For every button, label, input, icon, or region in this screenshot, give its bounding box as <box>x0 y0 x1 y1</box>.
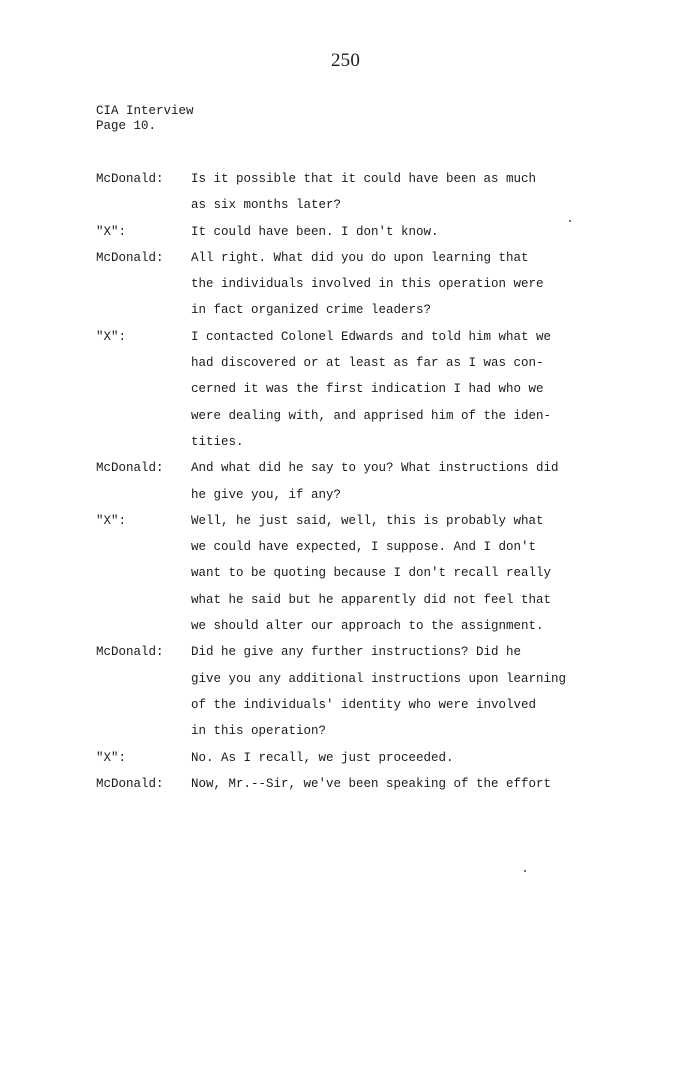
speech-line: the individuals involved in this operation were <box>191 277 544 292</box>
page-number: 250 <box>330 50 361 71</box>
speech-line: we should alter our approach to the assignment. <box>191 619 544 634</box>
speech-text <box>191 745 691 771</box>
document-page-label: Page 10. <box>96 119 157 133</box>
speech-line: Now, Mr.--Sir, we've been speaking of the effort <box>191 776 552 791</box>
speech-text <box>191 324 691 455</box>
speech-line: he give you, if any? <box>191 487 342 502</box>
speech-line: give you any additional instructions upon learning <box>191 671 567 686</box>
speech-text <box>191 455 691 508</box>
speech-line: in fact organized crime leaders? <box>191 303 432 318</box>
transcript-entry <box>0 324 691 455</box>
speech-line: I contacted Colonel Edwards and told him what we <box>191 329 552 344</box>
speech-line: tities. <box>191 434 244 449</box>
speaker-label: McDonald: <box>96 645 164 660</box>
speech-line: had discovered or at least as far as I was con- <box>191 356 544 371</box>
speaker-label: McDonald: <box>96 172 164 186</box>
speech-line: as six months later? <box>191 198 342 213</box>
speech-line: in this operation? <box>191 724 327 739</box>
speaker-label: "X": <box>96 750 127 765</box>
speech-line: Is it possible that it could have been as much <box>191 172 537 186</box>
speaker-label: "X": <box>96 513 127 528</box>
speech-text <box>191 771 691 797</box>
speaker-label: "X": <box>96 329 127 344</box>
speech-line: Did he give any further instructions? Did he <box>191 645 522 660</box>
speech-line: And what did he say to you? What instructions did <box>191 461 559 476</box>
transcript-entry <box>0 639 691 744</box>
speech-line: of the individuals' identity who were involved <box>191 697 537 712</box>
document-title: CIA Interview <box>96 104 194 118</box>
transcript-entry <box>0 745 691 771</box>
speech-line: It could have been. I don't know. <box>191 224 439 239</box>
transcript-entry <box>0 245 691 324</box>
speech-line: cerned it was the first indication I had who we <box>191 382 544 397</box>
scan-speck <box>524 870 526 872</box>
speech-text <box>191 639 691 744</box>
speech-text <box>191 219 691 245</box>
speech-line: what he said but he apparently did not feel that <box>191 592 552 607</box>
scan-speck <box>569 220 571 222</box>
speech-line: were dealing with, and apprised him of the iden- <box>191 408 552 423</box>
transcript-entry <box>0 166 691 219</box>
speaker-label: McDonald: <box>96 250 164 265</box>
speech-text <box>191 166 691 219</box>
speaker-label: McDonald: <box>96 776 164 791</box>
speech-line: All right. What did you do upon learning that <box>191 250 529 265</box>
speech-text <box>191 508 691 639</box>
transcript-entry <box>0 508 691 639</box>
document-header <box>96 104 194 134</box>
transcript-entry <box>0 771 691 797</box>
speech-line: No. As I recall, we just proceeded. <box>191 750 454 765</box>
speech-line: want to be quoting because I don't recall really <box>191 566 552 581</box>
speech-line: we could have expected, I suppose. And I don't <box>191 540 537 555</box>
speech-line: Well, he just said, well, this is probably what <box>191 513 544 528</box>
transcript-entry <box>0 455 691 508</box>
transcript-entry <box>0 219 691 245</box>
interview-transcript <box>0 166 691 797</box>
speaker-label: "X": <box>96 224 127 239</box>
speaker-label: McDonald: <box>96 461 164 476</box>
speech-text <box>191 245 691 324</box>
